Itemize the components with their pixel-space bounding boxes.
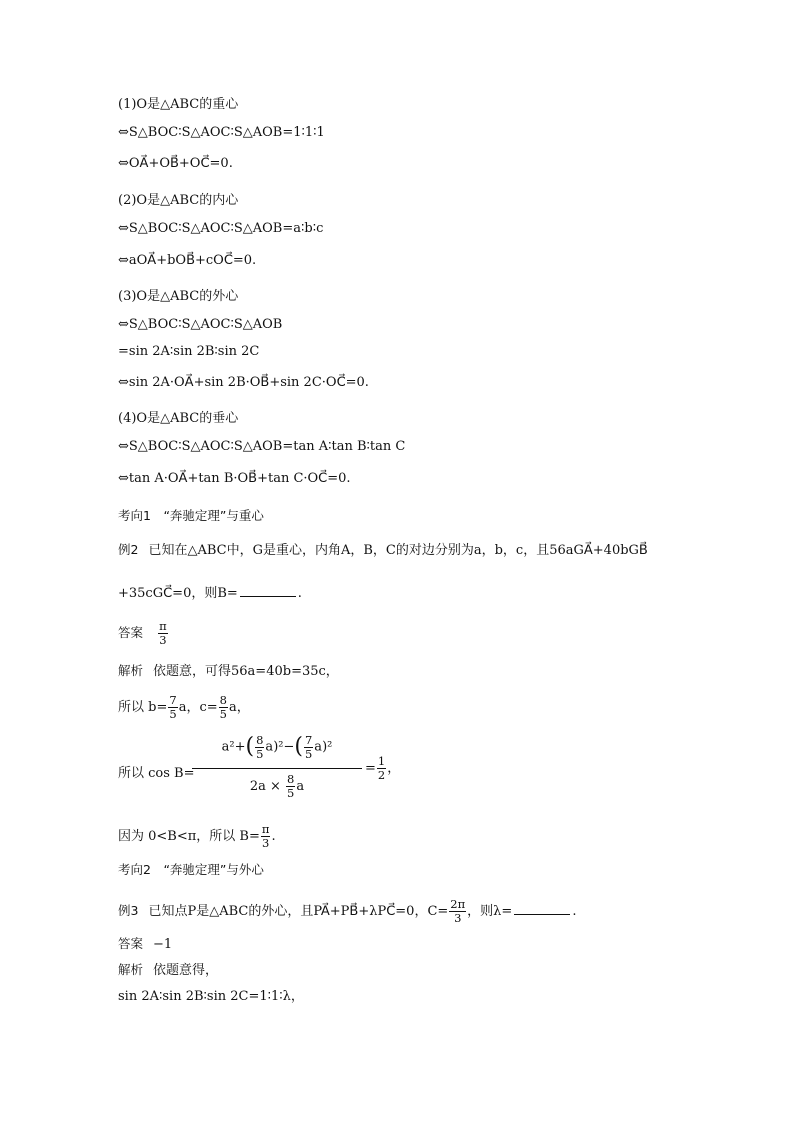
fraction-denominator: 5 (219, 707, 227, 721)
incenter-vector-sum: ⇔aOA⃗+bOB⃗+cOC⃗=0. (118, 253, 257, 268)
fraction-7-5 (304, 734, 313, 761)
answer-fraction (158, 620, 168, 647)
answer-label: 答案 (118, 936, 144, 951)
orthocenter-heading: (4)O是△ABC的垂心 (118, 411, 239, 426)
cos-denominator (192, 773, 362, 800)
example2-text: 已知在△ABC中，G是重心，内角A，B，C的对边分别为a，b，c，且56aGA⃗+40bGB⃗ (148, 543, 648, 558)
example2-analysis (118, 662, 339, 681)
example3-label: 例3 (118, 903, 139, 918)
example2-period: . (297, 586, 302, 601)
fraction-numerator: 2π (450, 897, 466, 911)
answer-blank[interactable] (514, 902, 570, 915)
analysis-label: 解析 (118, 663, 144, 678)
circumcenter-sine-ratio: =sin 2A∶sin 2B∶sin 2C (118, 344, 260, 359)
orthocenter-area-ratio: ⇔S△BOC∶S△AOC∶S△AOB=tan A∶tan B∶tan C (118, 439, 406, 454)
side-ratio-line (118, 694, 250, 721)
fraction-denominator: 3 (261, 836, 270, 850)
so-b-mid: a，c= (178, 700, 218, 715)
example2-text-cont: +35cGC⃗=0，则B= (118, 586, 238, 601)
centroid-heading: (1)O是△ABC的重心 (118, 97, 239, 112)
analysis-label: 解析 (118, 962, 144, 977)
cos-den-part: 2a × (249, 779, 281, 794)
example2-answer (118, 620, 169, 647)
orthocenter-vector-sum: ⇔tan A·OA⃗+tan B·OB⃗+tan C·OC⃗=0. (118, 471, 351, 486)
example3-analysis (118, 961, 218, 980)
so-b-prefix: 所以 b= (118, 700, 168, 715)
fraction-8-5-den (286, 773, 295, 800)
cos-num-square: )²− (273, 739, 295, 755)
fraction-1-2 (377, 755, 386, 782)
fraction-denominator: 5 (169, 707, 177, 721)
example3-answer (118, 935, 172, 954)
example3-question (118, 898, 576, 925)
circumcenter-heading: (3)O是△ABC的外心 (118, 289, 239, 304)
fraction-denominator: 3 (449, 911, 466, 925)
cos-num-square: )² (322, 739, 333, 755)
answer-blank[interactable] (240, 584, 296, 597)
fraction-denominator: 5 (287, 786, 295, 800)
fraction-numerator: 1 (377, 754, 386, 768)
fraction-denominator: 5 (304, 746, 313, 761)
circumcenter-area-ratio: ⇔S△BOC∶S△AOC∶S△AOB (118, 317, 283, 332)
cos-num-var: a (314, 739, 323, 755)
centroid-vector-sum: ⇔OA⃗+OB⃗+OC⃗=0. (118, 156, 233, 171)
cos-prefix: 所以 cos B= (118, 766, 195, 781)
fraction-2pi-3 (449, 898, 466, 925)
section-heading-circumcenter: 考向2 “奔驰定理”与外心 (118, 862, 264, 877)
circumcenter-vector-sum: ⇔sin 2A·OA⃗+sin 2B·OB⃗+sin 2C·OC⃗=0. (118, 375, 369, 390)
example2-question-line1 (118, 541, 648, 560)
example2-question-line2 (118, 584, 302, 603)
cos-result (365, 755, 400, 782)
example3-sine-ratio: sin 2A∶sin 2B∶sin 2C=1∶1∶λ， (118, 989, 304, 1004)
fraction-8-5 (255, 734, 264, 761)
fraction-numerator: 7 (304, 732, 313, 747)
incenter-area-ratio: ⇔S△BOC∶S△AOC∶S△AOB=a∶b∶c (118, 221, 324, 236)
fraction-numerator: 8 (287, 772, 295, 786)
fraction-numerator: 8 (256, 732, 264, 747)
analysis-text: 依题意得， (153, 963, 219, 978)
because-end: . (271, 829, 276, 844)
fraction-numerator: π (159, 619, 167, 633)
because-text: 因为 0<B<π，所以 B= (118, 829, 260, 844)
cos-num-part: a²+ (221, 739, 246, 755)
cos-num-var: a (265, 739, 274, 755)
cos-numerator (192, 733, 362, 762)
fraction-numerator: π (261, 822, 270, 836)
equals-sign: = (365, 761, 376, 776)
analysis-text: 依题意，可得56a=40b=35c， (153, 664, 339, 679)
incenter-heading: (2)O是△ABC的内心 (118, 193, 239, 208)
answer-label: 答案 (118, 625, 144, 640)
answer-value: −1 (153, 937, 173, 952)
fraction-b (168, 694, 177, 721)
cos-end-punct: ， (387, 761, 401, 776)
so-b-end: a， (228, 700, 250, 715)
cos-den-var: a (296, 779, 305, 794)
section-heading-centroid: 考向1 “奔驰定理”与重心 (118, 508, 264, 523)
fraction-c (219, 694, 228, 721)
example3-text-cont: ，则λ= (467, 904, 513, 919)
left-paren: ( (245, 734, 255, 759)
example2-label: 例2 (118, 542, 139, 557)
fraction-bar (192, 768, 362, 769)
cosine-formula (118, 733, 418, 803)
example3-text: 已知点P是△ABC的外心，且PA⃗+PB⃗+λPC⃗=0，C= (148, 904, 449, 919)
fraction-pi-3 (261, 823, 271, 850)
fraction-denominator: 3 (159, 633, 167, 647)
fraction-denominator: 5 (256, 746, 264, 761)
left-paren: ( (294, 734, 303, 759)
fraction-denominator: 2 (377, 768, 386, 782)
centroid-area-ratio: ⇔S△BOC∶S△AOC∶S△AOB=1∶1∶1 (118, 125, 325, 140)
example3-period: . (572, 904, 577, 919)
fraction-numerator: 7 (169, 693, 177, 707)
angle-conclusion (118, 823, 276, 850)
fraction-numerator: 8 (219, 693, 227, 707)
